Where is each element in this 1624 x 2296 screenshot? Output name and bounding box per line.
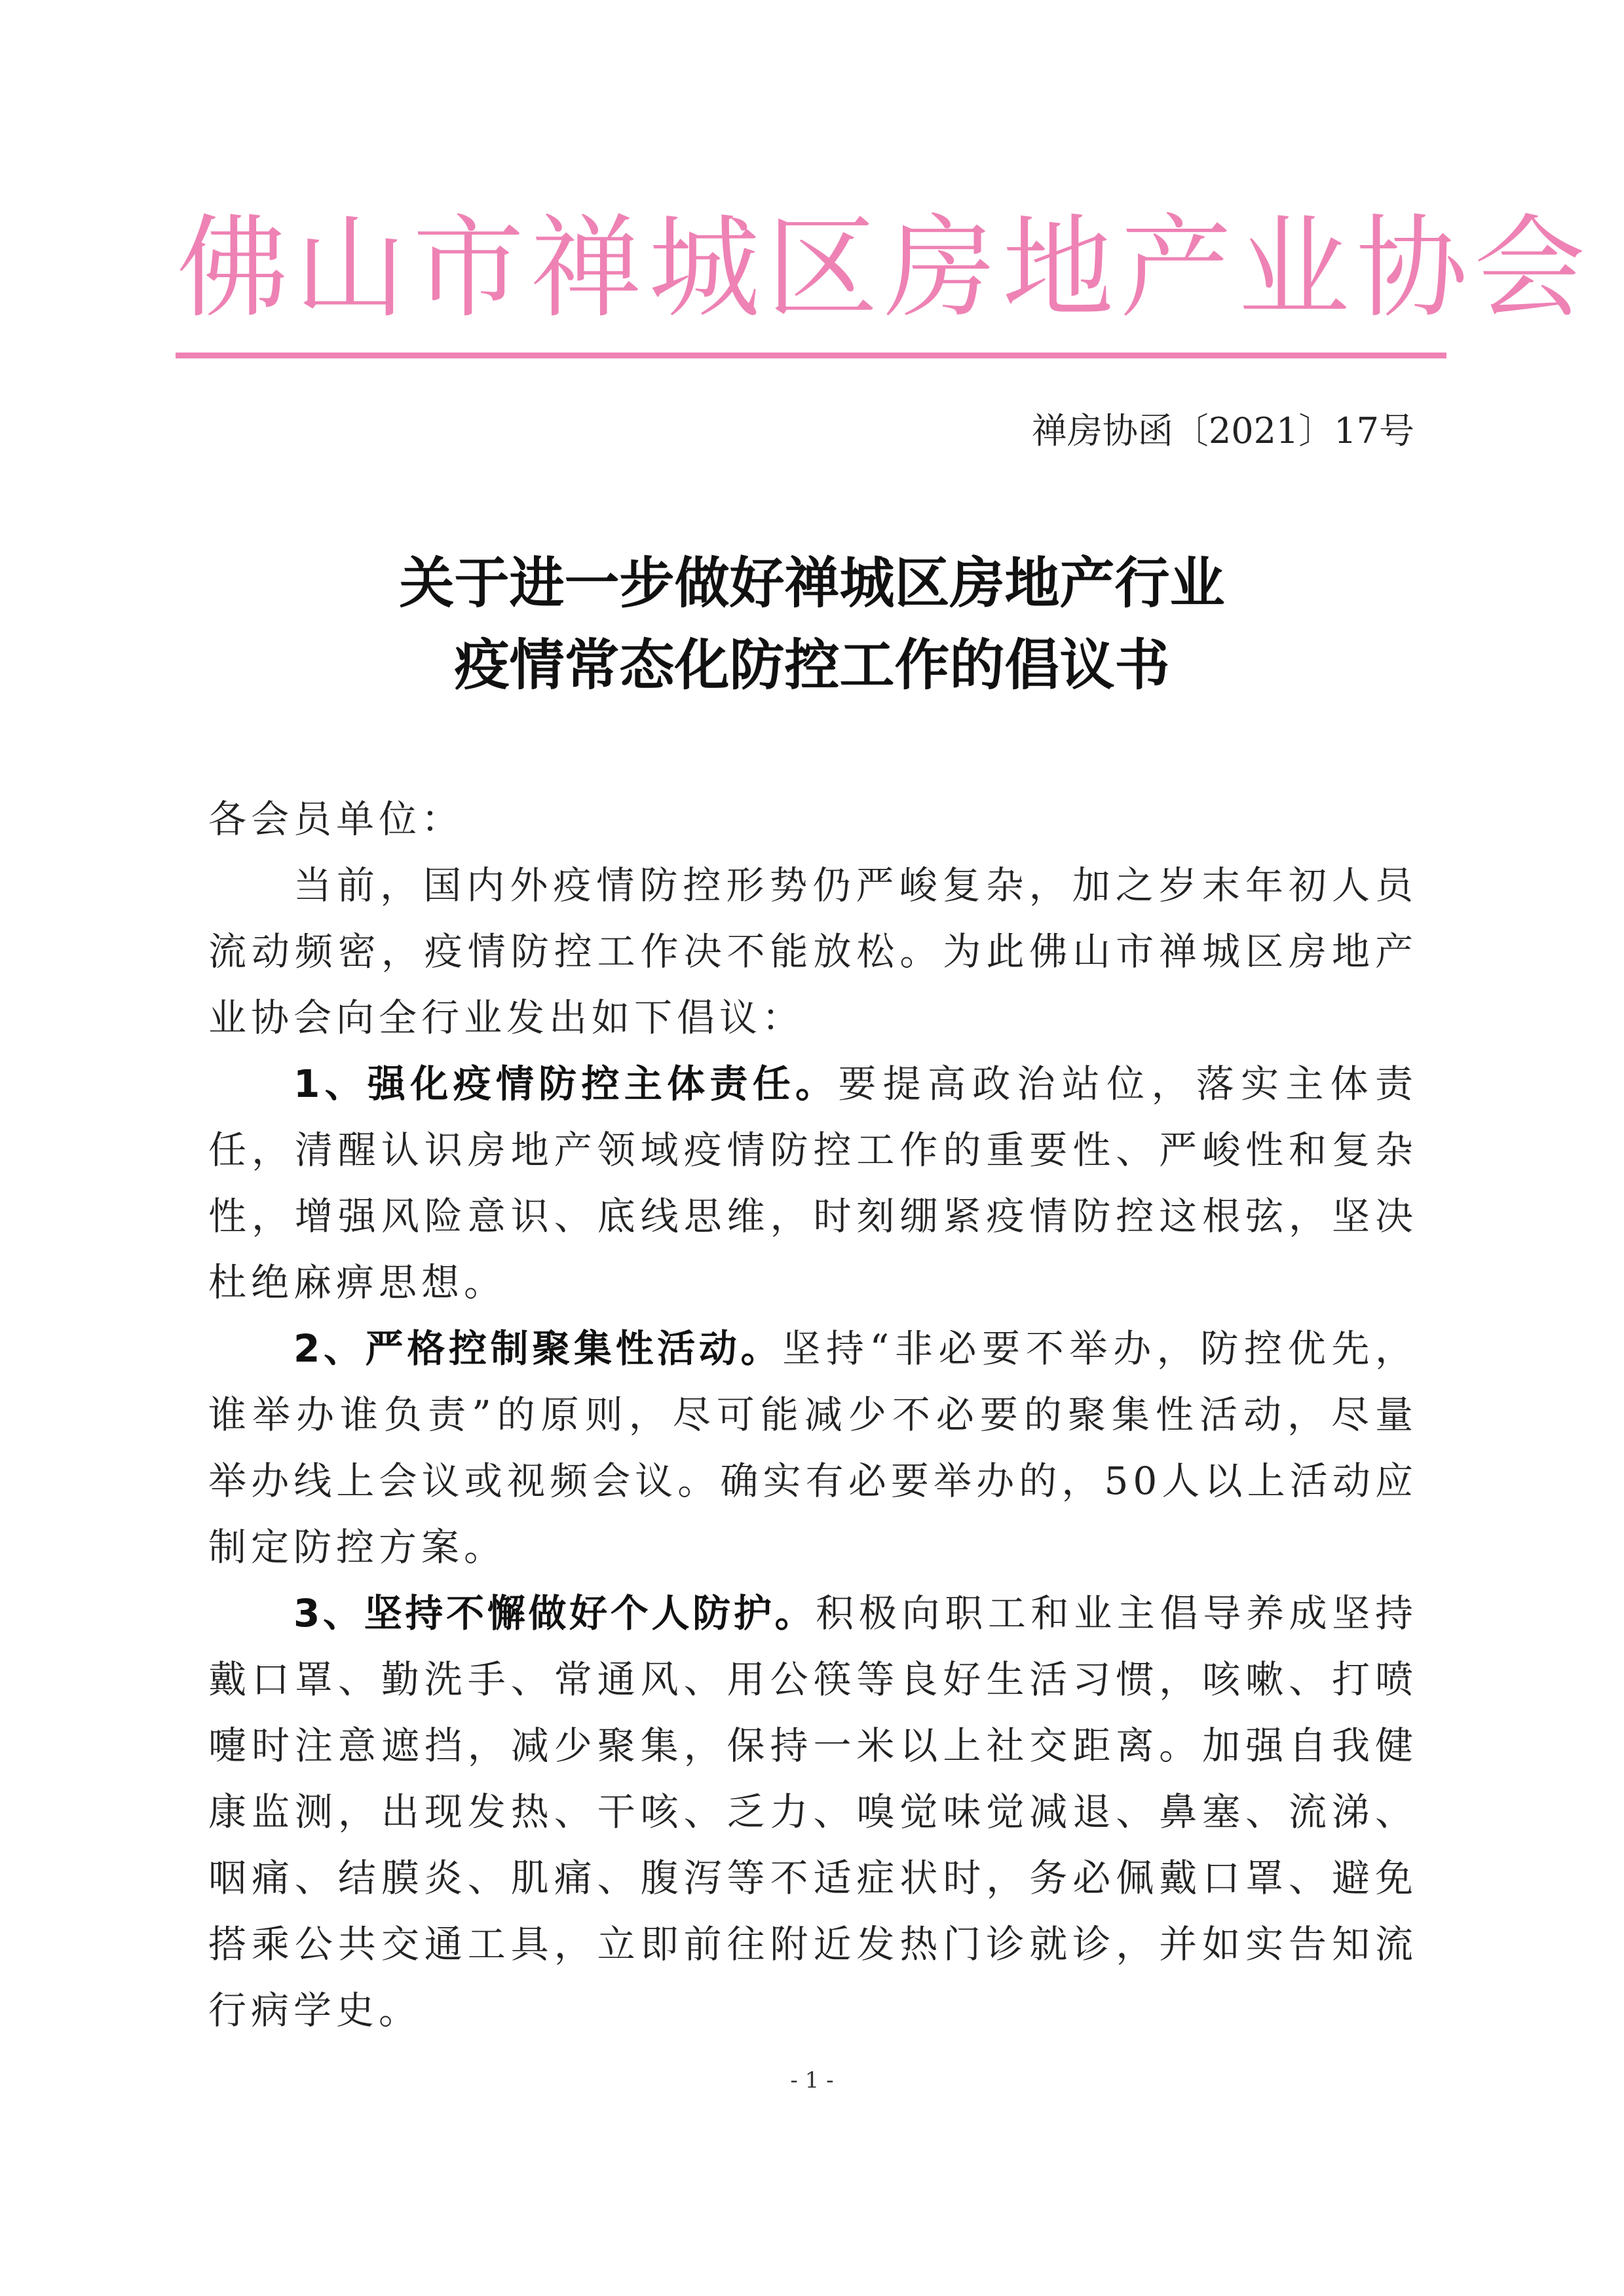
page-number: - 1 -	[790, 2067, 834, 2094]
organization-letterhead: 佛山市禅城区房地产业协会	[177, 204, 1593, 334]
proposal-item-3-heading: 3、坚持不懈做好个人防护。	[293, 1591, 816, 1636]
proposal-item-3	[208, 1580, 1418, 2044]
proposal-item-1	[208, 1051, 1418, 1316]
document-title-line-1: 关于进一步做好禅城区房地产行业	[399, 551, 1225, 615]
proposal-item-2-heading: 2、严格控制聚集性活动。	[293, 1326, 783, 1371]
salutation: 各会员单位：	[208, 797, 464, 841]
proposal-item-2	[208, 1316, 1418, 1580]
proposal-item-2-text: 坚持“非必要不举办，防控优先，谁举办谁负责”的原则，尽可能减少不必要的聚集性活动，尽量举办线上会议或视频会议。确实有必要举办的，50人以上活动应制定防控方案。	[208, 1326, 1418, 1569]
proposal-item-1-heading: 1、强化疫情防控主体责任。	[293, 1062, 839, 1106]
document-body	[208, 786, 1418, 2044]
document-number: 禅房协函〔2021〕17号	[1031, 410, 1414, 451]
letterhead-divider	[176, 353, 1446, 358]
proposal-item-1-text: 要提高政治站位，落实主体责任，清醒认识房地产领域疫情防控工作的重要性、严峻性和复杂性，增强风险意识、底线思维，时刻绷紧疫情防控这根弦，坚决杜绝麻痹思想。	[208, 1062, 1418, 1305]
intro-paragraph: 当前，国内外疫情防控形势仍严峻复杂，加之岁末年初人员流动频密，疫情防控工作决不能放松。为此佛山市禅城区房地产业协会向全行业发出如下倡议：	[208, 863, 1418, 1040]
document-title-line-2: 疫情常态化防控工作的倡议书	[454, 633, 1170, 697]
proposal-item-3-text: 积极向职工和业主倡导养成坚持戴口罩、勤洗手、常通风、用公筷等良好生活习惯，咳嗽、打喷嚏时注意遮挡，减少聚集，保持一米以上社交距离。加强自我健康监测，出现发热、干咳、乏力、嗅觉味觉减退、鼻塞、流涕、咽痛、结膜炎、肌痛、腹泻等不适症状时，务必佩戴口罩、避免搭乘公共交通工具，立即前往附近发热门诊就诊，并如实告知流行病学史。	[208, 1591, 1418, 2033]
